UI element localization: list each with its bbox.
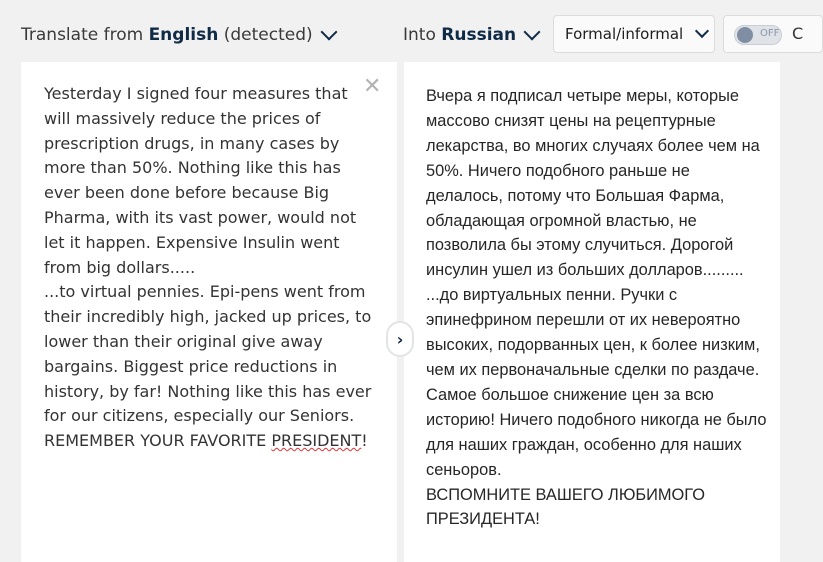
toggle-state-label: OFF — [760, 28, 780, 39]
swap-languages-button[interactable] — [386, 321, 414, 357]
source-language-detected: (detected) — [223, 25, 313, 45]
source-language-selector[interactable] — [21, 25, 335, 45]
chevron-down-icon — [695, 24, 709, 38]
source-text-main: Yesterday I signed four measures that will massively reduce the prices of prescription drugs, in many cases by more than 50%. Nothing like this has ever been done before because Big Pharma, with its vast power, would not let it happen. Expensive Insulin went from big dollars..... ...to virtual pennies. Epi-pens went from their incredibly high, jacked up prices, to lower than their original give away bargains. Biggest price reductions in history, by far! Nothing like this has ever for our citizens, especially our Seniors. REMEMBER YOUR FAVORITE — [44, 84, 372, 451]
chevron-down-icon — [524, 24, 541, 41]
misspelled-word: PRESIDENT — [271, 431, 362, 451]
source-language-name: English — [148, 25, 219, 45]
glossary-toggle-control — [723, 15, 823, 53]
target-language-selector[interactable] — [403, 25, 538, 45]
source-text-panel[interactable] — [21, 62, 397, 562]
chevron-right-icon: › — [396, 329, 404, 349]
source-textarea[interactable] — [44, 82, 374, 454]
target-language-name: Russian — [441, 25, 517, 45]
formality-dropdown[interactable] — [553, 15, 715, 53]
toggle-knob — [737, 27, 753, 43]
toggle-switch[interactable] — [734, 25, 782, 45]
close-icon[interactable]: ✕ — [363, 74, 382, 99]
target-language-prefix: Into — [403, 25, 436, 45]
source-language-prefix: Translate from — [21, 25, 144, 45]
toggle-label-partial: C — [792, 24, 804, 43]
chevron-down-icon — [320, 24, 337, 41]
translation-toolbar — [0, 0, 804, 62]
formality-label: Formal/informal — [565, 25, 684, 43]
source-text-end: ! — [361, 431, 368, 451]
translation-panel — [404, 62, 780, 562]
translated-text: Вчера я подписал четыре меры, которые массово снизят цены на рецептурные лекарства, во многих случаях более чем на 50%. Ничего подобного раньше не делалось, потому что Большая Фарма, обладающая огромной властью, не позволила бы этому случиться. Дорогой инсулин ушел из больших долларов......... ...до виртуальных пенни. Ручки с эпинефрином перешли от их невероятно высоких, подорванных цен, к более низким, чем их первоначальные сделки по раздаче. Самое большое снижение цен за всю историю! Ничего подобного никогда не было для наших граждан, особенно для наших сеньоров. ВСПОМНИТЕ ВАШЕГО ЛЮБИМОГО ПРЕЗИДЕНТА! — [426, 87, 767, 529]
